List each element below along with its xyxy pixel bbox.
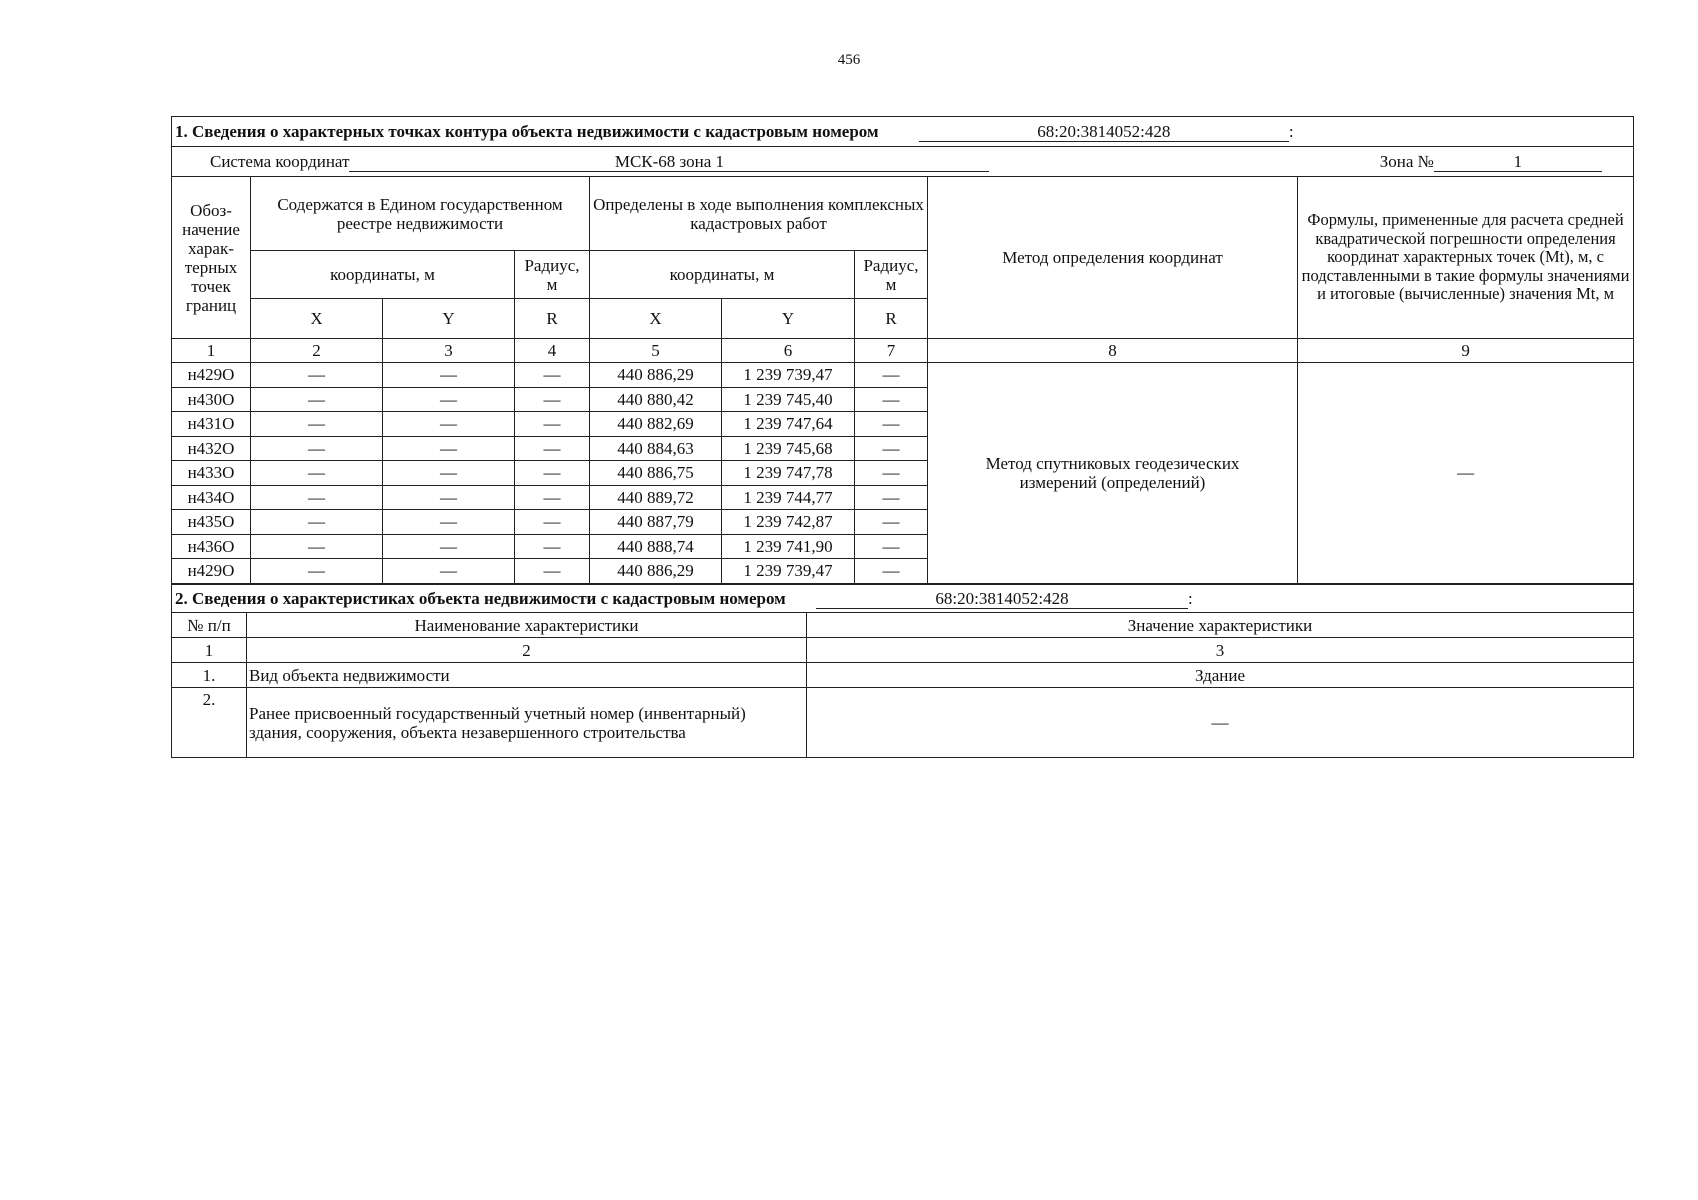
col-number: 1 xyxy=(172,638,247,663)
characteristic-value: Здание xyxy=(807,663,1634,688)
method-header: Метод определения координат xyxy=(928,177,1298,339)
determined-y: 1 239 745,68 xyxy=(722,436,855,461)
determined-radius-header: Радиус, м xyxy=(855,251,928,299)
registry-y: — xyxy=(383,412,515,437)
formula-value: — xyxy=(1298,363,1634,584)
registry-x: — xyxy=(251,485,383,510)
determined-r: — xyxy=(855,363,928,388)
col-number: 8 xyxy=(928,339,1298,363)
section2-colon: : xyxy=(1188,588,1193,608)
coord-system-row xyxy=(172,147,1634,177)
point-name: н432О xyxy=(172,436,251,461)
determined-r: — xyxy=(855,559,928,584)
determined-y: 1 239 739,47 xyxy=(722,559,855,584)
determined-y: 1 239 741,90 xyxy=(722,534,855,559)
value-header: Значение характеристики xyxy=(807,613,1634,638)
table-row xyxy=(172,688,1634,758)
col-number: 3 xyxy=(807,638,1634,663)
registry-r: — xyxy=(515,534,590,559)
point-name: н431О xyxy=(172,412,251,437)
contained-x-header: X xyxy=(251,299,383,339)
determined-r: — xyxy=(855,461,928,486)
determined-r: — xyxy=(855,510,928,535)
col-number: 5 xyxy=(590,339,722,363)
point-name: н430О xyxy=(172,387,251,412)
registry-y: — xyxy=(383,461,515,486)
zone-value: 1 xyxy=(1434,152,1602,172)
section2-cadastral-number: 68:20:3814052:428 xyxy=(816,589,1188,609)
registry-r: — xyxy=(515,485,590,510)
registry-r: — xyxy=(515,461,590,486)
determined-y: 1 239 739,47 xyxy=(722,363,855,388)
registry-x: — xyxy=(251,461,383,486)
col-number: 7 xyxy=(855,339,928,363)
object-characteristics-table xyxy=(171,584,1634,758)
determined-y: 1 239 742,87 xyxy=(722,510,855,535)
determined-x: 440 880,42 xyxy=(590,387,722,412)
registry-x: — xyxy=(251,559,383,584)
point-name: н429О xyxy=(172,363,251,388)
coord-system-value: МСК-68 зона 1 xyxy=(349,152,989,172)
col-number: 1 xyxy=(172,339,251,363)
coord-system-label: Система координат xyxy=(210,151,350,171)
characteristic-name: Ранее присвоенный государственный учетный номер (инвентарный) здания, сооружения, объекта незавершенного строительства xyxy=(247,688,807,758)
registry-r: — xyxy=(515,559,590,584)
registry-r: — xyxy=(515,387,590,412)
contained-r-header: R xyxy=(515,299,590,339)
point-name: н433О xyxy=(172,461,251,486)
determined-y: 1 239 745,40 xyxy=(722,387,855,412)
registry-x: — xyxy=(251,436,383,461)
determined-y: 1 239 744,77 xyxy=(722,485,855,510)
registry-y: — xyxy=(383,559,515,584)
point-name: н434О xyxy=(172,485,251,510)
registry-r: — xyxy=(515,510,590,535)
section1-title: 1. Сведения о характерных точках контура объекта недвижимости с кадастровым номером xyxy=(175,121,879,141)
row-number: 1. xyxy=(172,663,247,688)
section2-title: 2. Сведения о характеристиках объекта недвижимости с кадастровым номером xyxy=(175,588,786,608)
characteristic-value: — xyxy=(807,688,1634,758)
registry-y: — xyxy=(383,534,515,559)
table-row xyxy=(172,663,1634,688)
zone-label: Зона № xyxy=(1379,151,1434,171)
determined-x: 440 884,63 xyxy=(590,436,722,461)
determined-x: 440 888,74 xyxy=(590,534,722,559)
point-name: н429О xyxy=(172,559,251,584)
characteristic-name: Вид объекта недвижимости xyxy=(247,663,807,688)
name-header: Наименование характеристики xyxy=(247,613,807,638)
determined-x: 440 886,75 xyxy=(590,461,722,486)
contained-coords-header: координаты, м xyxy=(251,251,515,299)
col-number: 9 xyxy=(1298,339,1634,363)
section1-colon: : xyxy=(1288,121,1294,141)
contained-radius-header: Радиус, м xyxy=(515,251,590,299)
determined-x: 440 889,72 xyxy=(590,485,722,510)
determined-y-header: Y xyxy=(722,299,855,339)
col-number: 2 xyxy=(247,638,807,663)
determined-x: 440 887,79 xyxy=(590,510,722,535)
determined-r: — xyxy=(855,485,928,510)
determined-x-header: X xyxy=(590,299,722,339)
contained-y-header: Y xyxy=(383,299,515,339)
registry-x: — xyxy=(251,510,383,535)
registry-y: — xyxy=(383,363,515,388)
registry-x: — xyxy=(251,363,383,388)
registry-y: — xyxy=(383,436,515,461)
table-row xyxy=(172,363,1634,388)
registry-r: — xyxy=(515,412,590,437)
determined-x: 440 882,69 xyxy=(590,412,722,437)
determined-y: 1 239 747,64 xyxy=(722,412,855,437)
determined-coords-header: координаты, м xyxy=(590,251,855,299)
page-number: 456 xyxy=(837,52,861,68)
num-header: № п/п xyxy=(172,613,247,638)
formulas-header: Формулы, примененные для расчета средней квадратической погрешности определения координат характерных точек (Mt), м, с подставленными в такие формулы значениями и итоговые (вычисленные) значения Mt, м xyxy=(1298,177,1634,339)
col-number: 2 xyxy=(251,339,383,363)
determined-x: 440 886,29 xyxy=(590,559,722,584)
section1-title-row xyxy=(172,117,1634,147)
determined-x: 440 886,29 xyxy=(590,363,722,388)
characteristic-points-table xyxy=(171,116,1634,584)
section2-title-row xyxy=(172,585,1634,613)
registry-y: — xyxy=(383,510,515,535)
registry-y: — xyxy=(383,387,515,412)
section1-cadastral-number: 68:20:3814052:428 xyxy=(919,122,1289,142)
determined-header: Определены в ходе выполнения комплексных кадастровых работ xyxy=(590,177,928,251)
point-name: н436О xyxy=(172,534,251,559)
determined-r-header: R xyxy=(855,299,928,339)
designation-header: Обоз-начение харак-терных точек границ xyxy=(172,177,251,339)
registry-x: — xyxy=(251,387,383,412)
registry-y: — xyxy=(383,485,515,510)
determined-r: — xyxy=(855,387,928,412)
point-name: н435О xyxy=(172,510,251,535)
row-number: 2. xyxy=(172,688,247,758)
registry-x: — xyxy=(251,412,383,437)
col-number: 4 xyxy=(515,339,590,363)
contained-header: Содержатся в Едином государственном реестре недвижимости xyxy=(251,177,590,251)
registry-r: — xyxy=(515,436,590,461)
col-number: 6 xyxy=(722,339,855,363)
registry-r: — xyxy=(515,363,590,388)
method-value: Метод спутниковых геодезических измерений (определений) xyxy=(928,363,1298,584)
determined-r: — xyxy=(855,534,928,559)
determined-r: — xyxy=(855,436,928,461)
col-number: 3 xyxy=(383,339,515,363)
registry-x: — xyxy=(251,534,383,559)
determined-r: — xyxy=(855,412,928,437)
determined-y: 1 239 747,78 xyxy=(722,461,855,486)
